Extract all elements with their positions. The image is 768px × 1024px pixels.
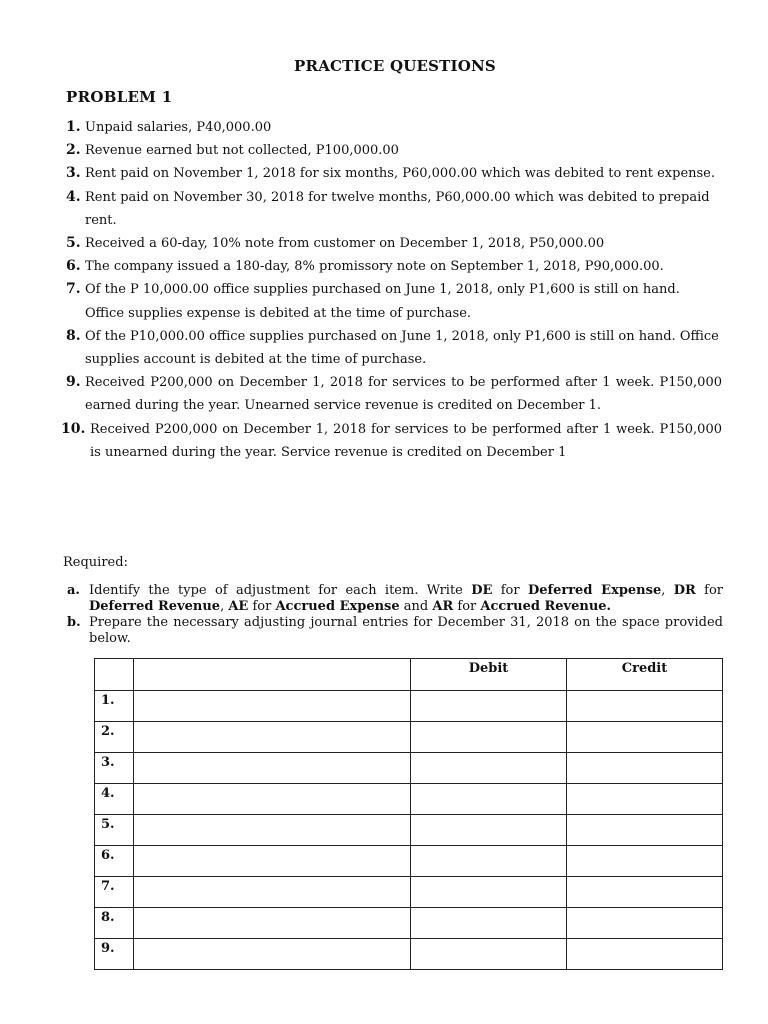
debit-cell[interactable] — [411, 753, 567, 784]
item-number: 8. — [66, 327, 81, 344]
req-text: for — [695, 583, 723, 598]
req-text: for — [492, 583, 528, 598]
header-number — [95, 659, 134, 691]
credit-cell[interactable] — [567, 784, 723, 815]
account-cell[interactable] — [134, 939, 411, 970]
account-cell[interactable] — [134, 908, 411, 939]
account-cell[interactable] — [134, 753, 411, 784]
header-account — [134, 659, 411, 691]
row-number: 7. — [95, 877, 134, 908]
item-text: Of the P10,000.00 office supplies purchased on June 1, 2018, only P1,600 is still on hand. Office supplies account is debited at the time of purchase. — [85, 328, 719, 368]
header-credit: Credit — [567, 659, 723, 691]
problem-item — [66, 186, 722, 232]
debit-cell[interactable] — [411, 691, 567, 722]
credit-cell[interactable] — [567, 815, 723, 846]
item-number: 3. — [66, 165, 81, 182]
problem-heading: PROBLEM 1 — [66, 88, 173, 106]
problem-item — [66, 255, 722, 278]
req-text: , — [661, 583, 674, 598]
table-row — [95, 784, 723, 815]
header-debit: Debit — [411, 659, 567, 691]
req-text: Prepare the necessary adjusting journal entries for December 31, 2018 on the space provided below. — [89, 615, 723, 646]
credit-cell[interactable] — [567, 691, 723, 722]
row-number: 8. — [95, 908, 134, 939]
table-row — [95, 815, 723, 846]
account-cell[interactable] — [134, 877, 411, 908]
table-row — [95, 846, 723, 877]
problem-item — [66, 139, 722, 162]
item-text: Revenue earned but not collected, P100,000.00 — [85, 143, 399, 159]
requirements — [67, 583, 723, 647]
item-text: Unpaid salaries, P40,000.00 — [85, 120, 272, 135]
problem-items — [61, 116, 722, 464]
page-title: PRACTICE QUESTIONS — [294, 57, 496, 75]
row-number: 4. — [95, 784, 134, 815]
item-text: Rent paid on November 30, 2018 for twelve months, P60,000.00 which was debited to prepaid rent. — [85, 189, 710, 228]
table-row — [95, 753, 723, 784]
credit-cell[interactable] — [567, 846, 723, 877]
item-number: 5. — [66, 235, 81, 252]
table-row — [95, 722, 723, 753]
item-number: 9. — [66, 374, 81, 391]
req-bold: Accrued Revenue. — [480, 599, 612, 614]
item-number: 7. — [66, 281, 81, 298]
problem-item — [66, 162, 722, 185]
item-text: Received a 60-day, 10% note from customer on December 1, 2018, P50,000.00 — [85, 236, 605, 252]
requirement-b — [67, 615, 723, 647]
req-text: for — [453, 599, 481, 614]
item-number: 10. — [61, 420, 86, 437]
table-header-row — [95, 659, 723, 691]
item-text: Of the P 10,000.00 office supplies purchased on June 1, 2018, only P1,600 is still on hand. Office supplies expense is debited at the time of purchase. — [85, 282, 680, 321]
req-text: , — [220, 599, 229, 614]
req-bold: Deferred Revenue — [89, 599, 221, 614]
account-cell[interactable] — [134, 846, 411, 877]
req-bold: AE — [228, 599, 249, 614]
debit-cell[interactable] — [411, 939, 567, 970]
problem-item — [66, 325, 722, 371]
debit-cell[interactable] — [411, 846, 567, 877]
req-text: for — [248, 599, 276, 614]
row-number: 2. — [95, 722, 134, 753]
credit-cell[interactable] — [567, 753, 723, 784]
problem-item — [66, 232, 722, 255]
problem-item — [66, 278, 722, 324]
item-text: The company issued a 180-day, 8% promissory note on September 1, 2018, P90,000.00. — [85, 259, 664, 275]
requirement-letter: a. — [67, 583, 80, 598]
req-bold: AR — [432, 599, 454, 614]
req-bold: Deferred Expense — [527, 583, 662, 598]
row-number: 1. — [95, 691, 134, 722]
requirement-a — [67, 583, 723, 615]
item-number: 1. — [66, 119, 81, 135]
table-row — [95, 908, 723, 939]
debit-cell[interactable] — [411, 784, 567, 815]
req-text: and — [399, 599, 433, 614]
problem-item — [61, 418, 722, 464]
row-number: 5. — [95, 815, 134, 846]
credit-cell[interactable] — [567, 877, 723, 908]
item-text: Rent paid on November 1, 2018 for six months, P60,000.00 which was debited to rent expense. — [85, 166, 716, 182]
item-number: 2. — [66, 142, 81, 159]
account-cell[interactable] — [134, 691, 411, 722]
journal-table — [94, 658, 723, 970]
table-row — [95, 939, 723, 970]
debit-cell[interactable] — [411, 908, 567, 939]
account-cell[interactable] — [134, 722, 411, 753]
item-number: 4. — [66, 188, 81, 205]
credit-cell[interactable] — [567, 908, 723, 939]
credit-cell[interactable] — [567, 939, 723, 970]
item-number: 6. — [66, 258, 81, 275]
account-cell[interactable] — [134, 784, 411, 815]
item-text: Received P200,000 on December 1, 2018 for services to be performed after 1 week. P150,000 earned during the year. Unearned service revenue is credited on December 1. — [85, 375, 722, 414]
required-label: Required: — [63, 555, 128, 570]
req-bold: DE — [471, 583, 493, 598]
req-bold: Accrued Expense — [275, 599, 400, 614]
credit-cell[interactable] — [567, 722, 723, 753]
account-cell[interactable] — [134, 815, 411, 846]
problem-item — [66, 116, 722, 139]
table-row — [95, 691, 723, 722]
requirement-letter: b. — [67, 615, 81, 630]
row-number: 3. — [95, 753, 134, 784]
debit-cell[interactable] — [411, 722, 567, 753]
item-text: Received P200,000 on December 1, 2018 for services to be performed after 1 week. P150,000 is unearned during the year. Service revenue is credited on December 1 — [90, 421, 722, 460]
debit-cell[interactable] — [411, 815, 567, 846]
row-number: 6. — [95, 846, 134, 877]
problem-item — [66, 371, 722, 417]
req-text: Identify the type of adjustment for each item. Write — [89, 583, 472, 598]
debit-cell[interactable] — [411, 877, 567, 908]
req-bold: DR — [673, 583, 696, 598]
row-number: 9. — [95, 939, 134, 970]
table-row — [95, 877, 723, 908]
